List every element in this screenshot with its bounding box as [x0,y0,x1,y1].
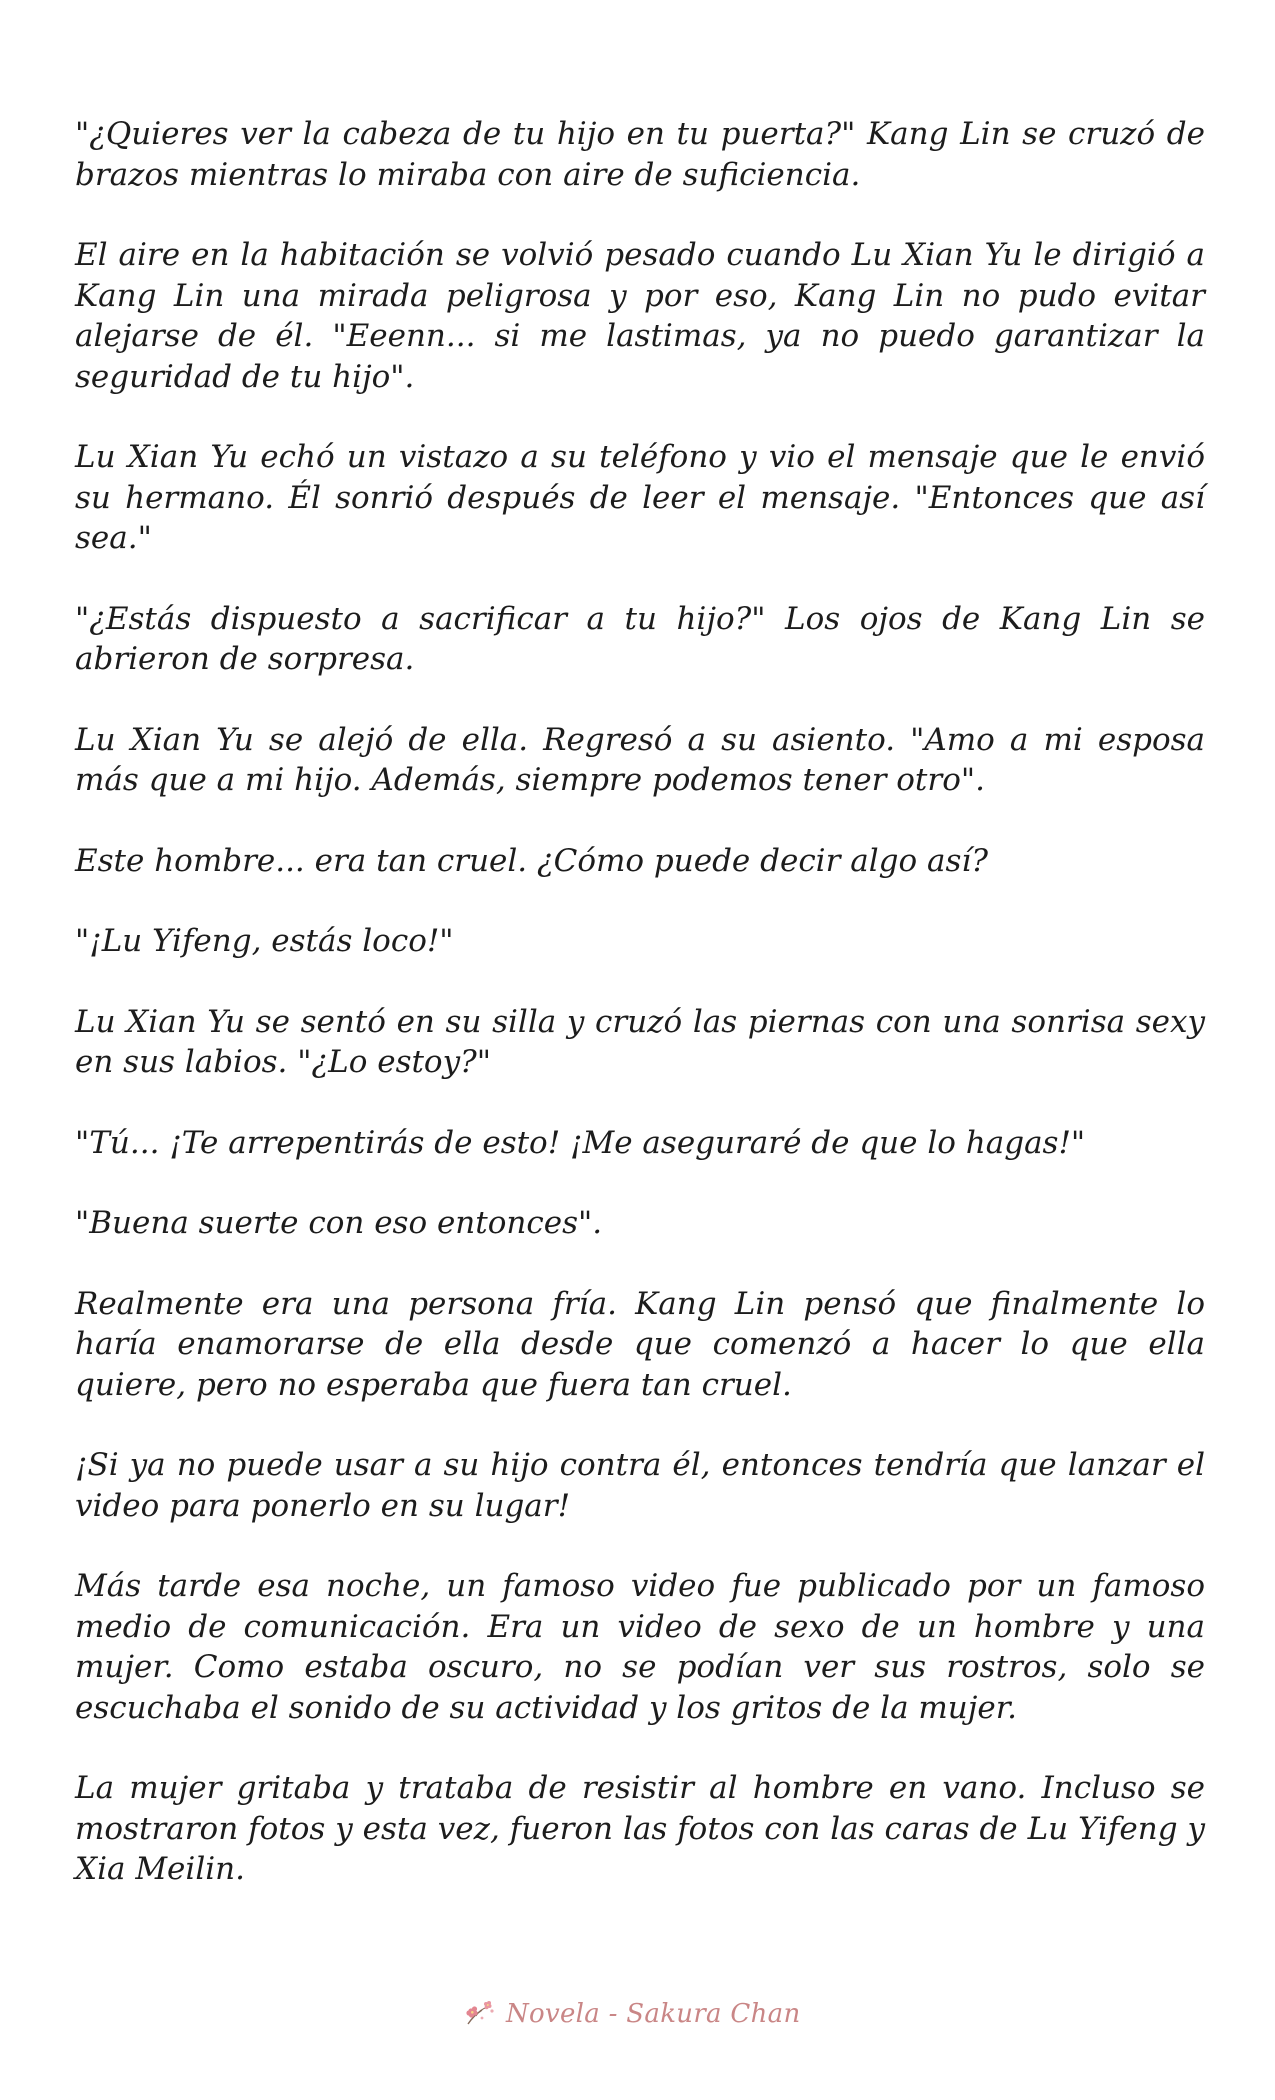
sakura-blossom-icon [462,1998,498,2030]
paragraph-13: Más tarde esa noche, un famoso video fue publicado por un famoso medio de comunicación. Era un video de sexo de un hombre y una mujer. Como estaba oscuro, no se podían ver sus rostros, solo se escuchaba el sonido de su actividad y los gritos de la mujer. [75,1568,1205,1726]
paragraph-11: Realmente era una persona fría. Kang Lin pensó que finalmente lo haría enamorarse de ella desde que comenzó a hacer lo que ella quiere, pero no esperaba que fuera tan cruel. [75,1285,1205,1403]
paragraph-8: Lu Xian Yu se sentó en su silla y cruzó las piernas con una sonrisa sexy en sus labios. "¿Lo estoy?" [75,1003,1205,1080]
paragraph-9: "Tú... ¡Te arrepentirás de esto! ¡Me aseguraré de que lo hagas!" [75,1124,1086,1161]
paragraph-3: Lu Xian Yu echó un vistazo a su teléfono y vio el mensaje que le envió su hermano. Él sonrió después de leer el mensaje. "Entonces que así sea." [75,439,1205,556]
paragraph-10: "Buena suerte con eso entonces". [75,1205,603,1241]
paragraph-12: ¡Si ya no puede usar a su hijo contra él, entonces tendría que lanzar el video para ponerlo en su lugar! [75,1447,1205,1524]
paragraph-6: Este hombre... era tan cruel. ¿Cómo puede decir algo así? [75,842,988,879]
paragraph-2: El aire en la habitación se volvió pesado cuando Lu Xian Yu le dirigió a Kang Lin una mirada peligrosa y por eso, Kang Lin no pudo evitar alejarse de él. "Eeenn... si me lastimas, ya no puedo garantizar la seguridad de tu hijo". [75,237,1205,395]
story-text [75,114,1205,1930]
watermark [462,1998,801,2030]
paragraph-14: La mujer gritaba y trataba de resistir al hombre en vano. Incluso se mostraron fotos y esta vez, fueron las fotos con las caras de Lu Yifeng y Xia Meilin. [75,1770,1205,1887]
paragraph-4: "¿Estás dispuesto a sacrificar a tu hijo?" Los ojos de Kang Lin se abrieron de sorpresa. [75,600,1205,677]
paragraph-1: "¿Quieres ver la cabeza de tu hijo en tu puerta?" Kang Lin se cruzó de brazos mientras lo miraba con aire de suficiencia. [75,116,1205,193]
paragraph-7: "¡Lu Yifeng, estás loco!" [75,923,454,959]
watermark-text: Novela - Sakura Chan [506,1999,801,2029]
paragraph-5: Lu Xian Yu se alejó de ella. Regresó a su asiento. "Amo a mi esposa más que a mi hijo. Además, siempre podemos tener otro". [75,721,1205,798]
